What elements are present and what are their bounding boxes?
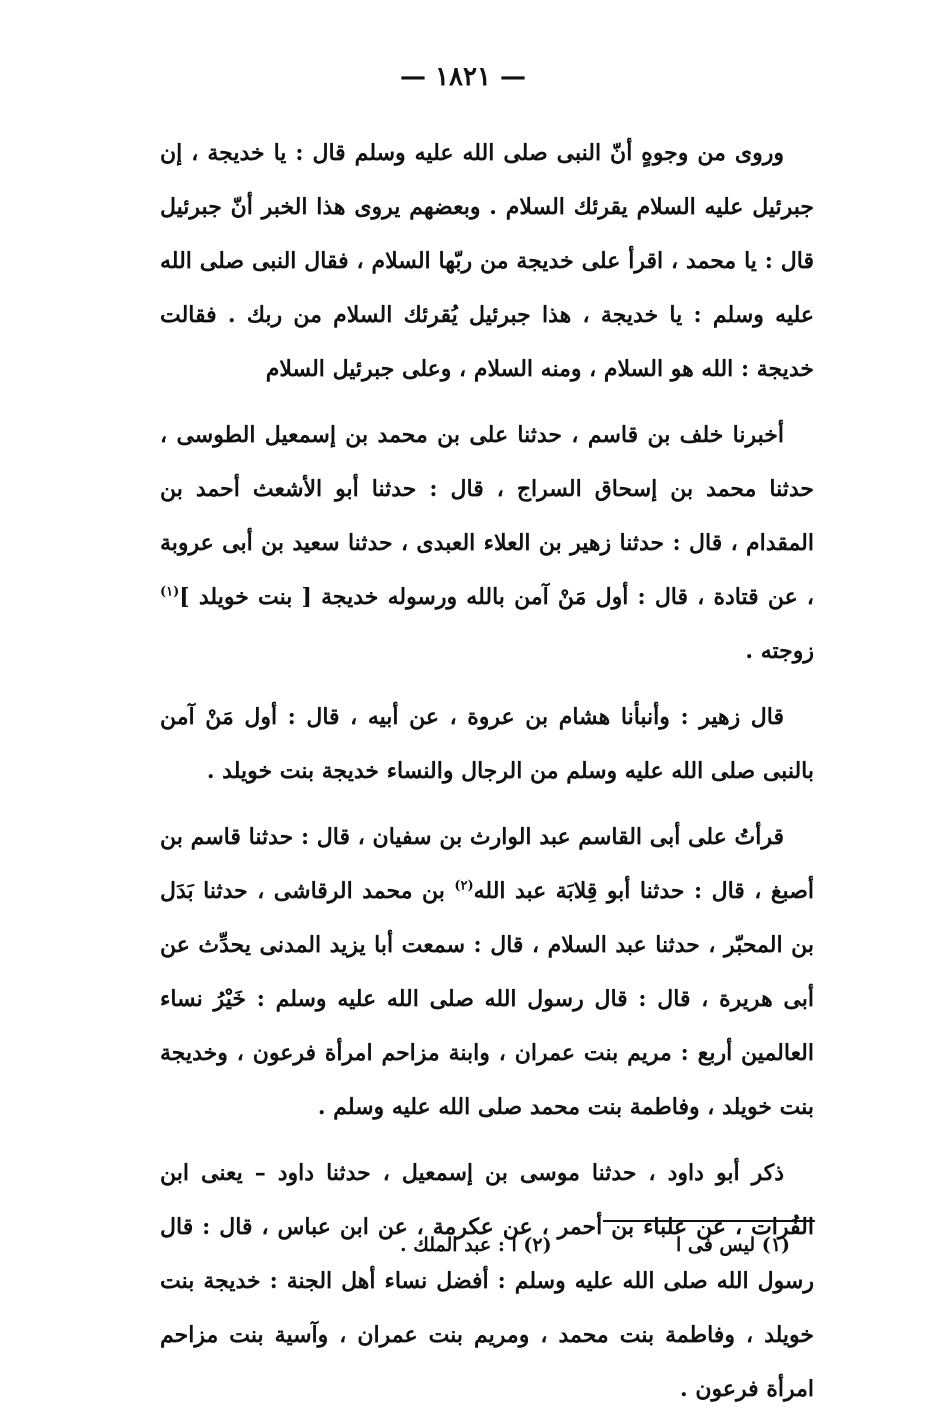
paragraph-1: وروى من وجوهٍ أنّ النبى صلى الله عليه وسلم قال : يا خديجة ، إن جبرئيل عليه السلام يقرئك السلام . وبعضهم يروى هذا الخبر أنّ جبرئيل قال : يا محمد ، اقرأ على خديجة من ربّها السلام ، فقال النبى صلى الله عليه وسلم : يا خديجة ، هذا جبرئيل يُقرئك السلام من ربك . فقالت خديجة : الله هو السلام ، ومنه السلام ، وعلى جبرئيل السلام <box>160 140 814 382</box>
footnote-ref-1: (١) <box>160 584 180 600</box>
footnote-divider <box>603 1220 815 1222</box>
paragraph-4-rest: بن محمد الرقاشى ، حدثنا بَدَل بن المحبّر ، حدثنا عبد السلام ، قال : سمعت أبا يزيد المدنى يحدِّث عن أبى هريرة ، قال : قال رسول الله صلى الله عليه وسلم : خَيْرُ نساء العالمين أربع : مريم بنت عمران ، وابنة مزاحم امرأة فرعون ، وخديجة بنت خويلد ، وفاطمة بنت محمد صلى الله عليه وسلم . <box>160 878 814 1120</box>
paragraph-2 <box>160 408 814 678</box>
paragraph-2-tail: زوجته . <box>745 638 814 664</box>
footnotes <box>400 1234 790 1256</box>
paragraph-2-text: أخبرنا خلف بن قاسم ، حدثنا على بن محمد بن إسمعيل الطوسى ، حدثنا محمد بن إسحاق السراج ، قال : حدثنا أبو الأشعث أحمد بن المقدام ، قال : حدثنا زهير بن العلاء العبدى ، حدثنا سعيد بن أبى عروبة ، عن قتادة ، قال : أول مَنْ آمن بالله ورسوله خديجة [ بنت خويلد ] <box>160 422 814 610</box>
paragraph-3: قال زهير : وأنبأنا هشام بن عروة ، عن أبيه ، قال : أول مَنْ آمن بالنبى صلى الله عليه وسلم من الرجال والنساء خديجة بنت خويلد . <box>160 704 814 784</box>
paragraph-4-text: قرأتُ على أبى القاسم عبد الوارث بن سفيان ، قال : حدثنا قاسم بن أصبغ ، قال : حدثنا أبو قِلابَة عبد الله <box>160 824 814 904</box>
footnote-1: (١) ليس فى ا <box>676 1234 790 1256</box>
page-number: — ١٨٢١ — <box>400 62 526 92</box>
footnote-2: (٢) ا : عبد الملك . <box>400 1234 552 1256</box>
paragraph-4 <box>160 810 814 1134</box>
paragraph-5: ذكر أبو داود ، حدثنا موسى بن إسمعيل ، حدثنا داود – يعنى ابن الفُرات ، عن علباء بن أحمر ، عن عكرمة ، عن ابن عباس ، قال : قال رسول الله صلى الله عليه وسلم : أفضل نساء أهل الجنة : خديجة بنت خويلد ، وفاطمة بنت محمد ، ومريم بنت عمران ، وآسية بنت مزاحم امرأة فرعون . <box>160 1160 814 1402</box>
main-text <box>160 126 814 1428</box>
footnote-ref-2: (٢) <box>454 878 474 894</box>
